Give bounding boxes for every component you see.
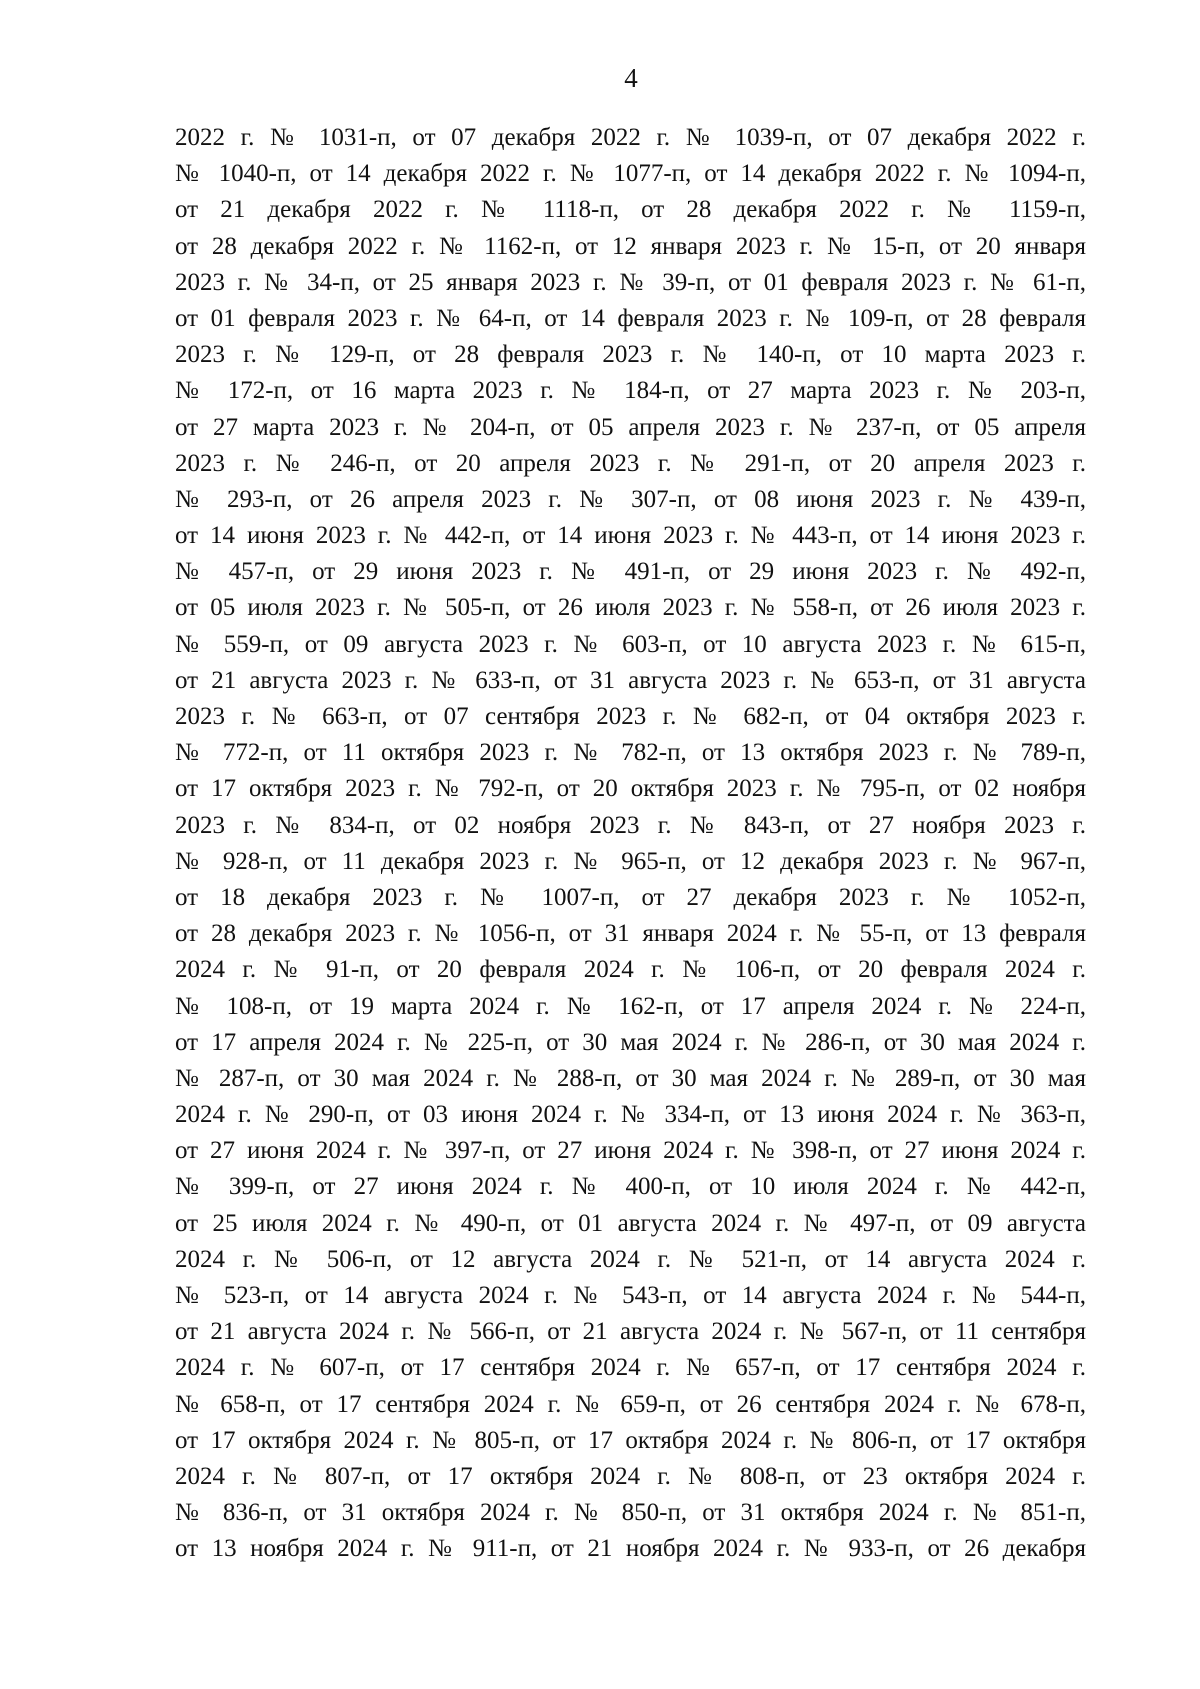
text-line: 2023 г. № 663-п, от 07 сентября 2023 г. № 682-п, от 04 октября 2023 г.: [175, 703, 1086, 730]
text-line: 2024 г. № 290-п, от 03 июня 2024 г. № 334-п, от 13 июня 2024 г. № 363-п,: [175, 1101, 1086, 1129]
text-line: от 21 декабря 2022 г. № 1118-п, от 28 декабря 2022 г. № 1159-п,: [175, 196, 1086, 224]
text-line: от 27 марта 2023 г. № 204-п, от 05 апреля 2023 г. № 237-п, от 05 апреля: [175, 413, 1086, 441]
text-line: от 18 декабря 2023 г. № 1007-п, от 27 декабря 2023 г. № 1052-п,: [175, 883, 1086, 911]
text-line: 2023 г. № 834-п, от 02 ноября 2023 г. № 843-п, от 27 ноября 2023 г.: [175, 811, 1086, 839]
text-line: № 399-п, от 27 июня 2024 г. № 400-п, от 10 июля 2024 г. № 442-п,: [175, 1173, 1086, 1201]
text-line: от 13 ноября 2024 г. № 911-п, от 21 ноября 2024 г. № 933-п, от 26 декабря: [175, 1535, 1086, 1563]
text-line: от 17 октября 2024 г. № 805-п, от 17 октября 2024 г. № 806-п, от 17 октября: [175, 1426, 1086, 1454]
page-number: 4: [624, 63, 638, 93]
text-line: от 17 октября 2023 г. № 792-п, от 20 октября 2023 г. № 795-п, от 02 ноября: [175, 775, 1086, 803]
text-line: от 14 июня 2023 г. № 442-п, от 14 июня 2023 г. № 443-п, от 14 июня 2023 г.: [175, 522, 1086, 550]
text-line: 2024 г. № 91-п, от 20 февраля 2024 г. № 106-п, от 20 февраля 2024 г.: [175, 956, 1086, 984]
text-line: № 658-п, от 17 сентября 2024 г. № 659-п, от 26 сентября 2024 г. № 678-п,: [175, 1390, 1086, 1418]
text-line: 2023 г. № 246-п, от 20 апреля 2023 г. № 291-п, от 20 апреля 2023 г.: [175, 449, 1086, 477]
text-line: от 21 августа 2023 г. № 633-п, от 31 августа 2023 г. № 653-п, от 31 августа: [175, 666, 1086, 694]
text-line: № 1040-п, от 14 декабря 2022 г. № 1077-п, от 14 декабря 2022 г. № 1094-п,: [175, 160, 1086, 188]
document-body: [175, 120, 1086, 1568]
text-line: от 25 июля 2024 г. № 490-п, от 01 августа 2024 г. № 497-п, от 09 августа: [175, 1209, 1086, 1237]
text-line: № 928-п, от 11 декабря 2023 г. № 965-п, от 12 декабря 2023 г. № 967-п,: [175, 847, 1086, 875]
text-line: 2022 г. № 1031-п, от 07 декабря 2022 г. № 1039-п, от 07 декабря 2022 г.: [175, 124, 1086, 151]
text-line: № 772-п, от 11 октября 2023 г. № 782-п, от 13 октября 2023 г. № 789-п,: [175, 739, 1086, 767]
text-line: от 21 августа 2024 г. № 566-п, от 21 августа 2024 г. № 567-п, от 11 сентября: [175, 1318, 1086, 1346]
text-line: 2024 г. № 607-п, от 17 сентября 2024 г. № 657-п, от 17 сентября 2024 г.: [175, 1354, 1086, 1382]
text-line: № 523-п, от 14 августа 2024 г. № 543-п, от 14 августа 2024 г. № 544-п,: [175, 1282, 1086, 1309]
text-line: № 172-п, от 16 марта 2023 г. № 184-п, от 27 марта 2023 г. № 203-п,: [175, 377, 1086, 405]
text-line: № 108-п, от 19 марта 2024 г. № 162-п, от 17 апреля 2024 г. № 224-п,: [175, 992, 1086, 1020]
text-line: от 27 июня 2024 г. № 397-п, от 27 июня 2024 г. № 398-п, от 27 июня 2024 г.: [175, 1137, 1086, 1165]
text-line: 2023 г. № 129-п, от 28 февраля 2023 г. № 140-п, от 10 марта 2023 г.: [175, 341, 1086, 369]
text-line: № 287-п, от 30 мая 2024 г. № 288-п, от 30 мая 2024 г. № 289-п, от 30 мая: [175, 1064, 1086, 1092]
text-line: от 01 февраля 2023 г. № 64-п, от 14 февраля 2023 г. № 109-п, от 28 февраля: [175, 304, 1086, 332]
text-line: 2023 г. № 34-п, от 25 января 2023 г. № 39-п, от 01 февраля 2023 г. № 61-п,: [175, 268, 1086, 296]
text-line: 2024 г. № 506-п, от 12 августа 2024 г. № 521-п, от 14 августа 2024 г.: [175, 1245, 1086, 1273]
text-line: от 28 декабря 2023 г. № 1056-п, от 31 января 2024 г. № 55-п, от 13 февраля: [175, 920, 1086, 948]
text-line: от 05 июля 2023 г. № 505-п, от 26 июля 2023 г. № 558-п, от 26 июля 2023 г.: [175, 594, 1086, 622]
text-line: № 293-п, от 26 апреля 2023 г. № 307-п, от 08 июня 2023 г. № 439-п,: [175, 485, 1086, 513]
text-line: от 28 декабря 2022 г. № 1162-п, от 12 января 2023 г. № 15-п, от 20 января: [175, 232, 1086, 260]
text-line: № 836-п, от 31 октября 2024 г. № 850-п, от 31 октября 2024 г. № 851-п,: [175, 1499, 1086, 1527]
text-line: № 559-п, от 09 августа 2023 г. № 603-п, от 10 августа 2023 г. № 615-п,: [175, 630, 1086, 658]
text-line: № 457-п, от 29 июня 2023 г. № 491-п, от 29 июня 2023 г. № 492-п,: [175, 558, 1086, 586]
text-line: от 17 апреля 2024 г. № 225-п, от 30 мая 2024 г. № 286-п, от 30 мая 2024 г.: [175, 1028, 1086, 1056]
text-line: 2024 г. № 807-п, от 17 октября 2024 г. № 808-п, от 23 октября 2024 г.: [175, 1462, 1086, 1490]
